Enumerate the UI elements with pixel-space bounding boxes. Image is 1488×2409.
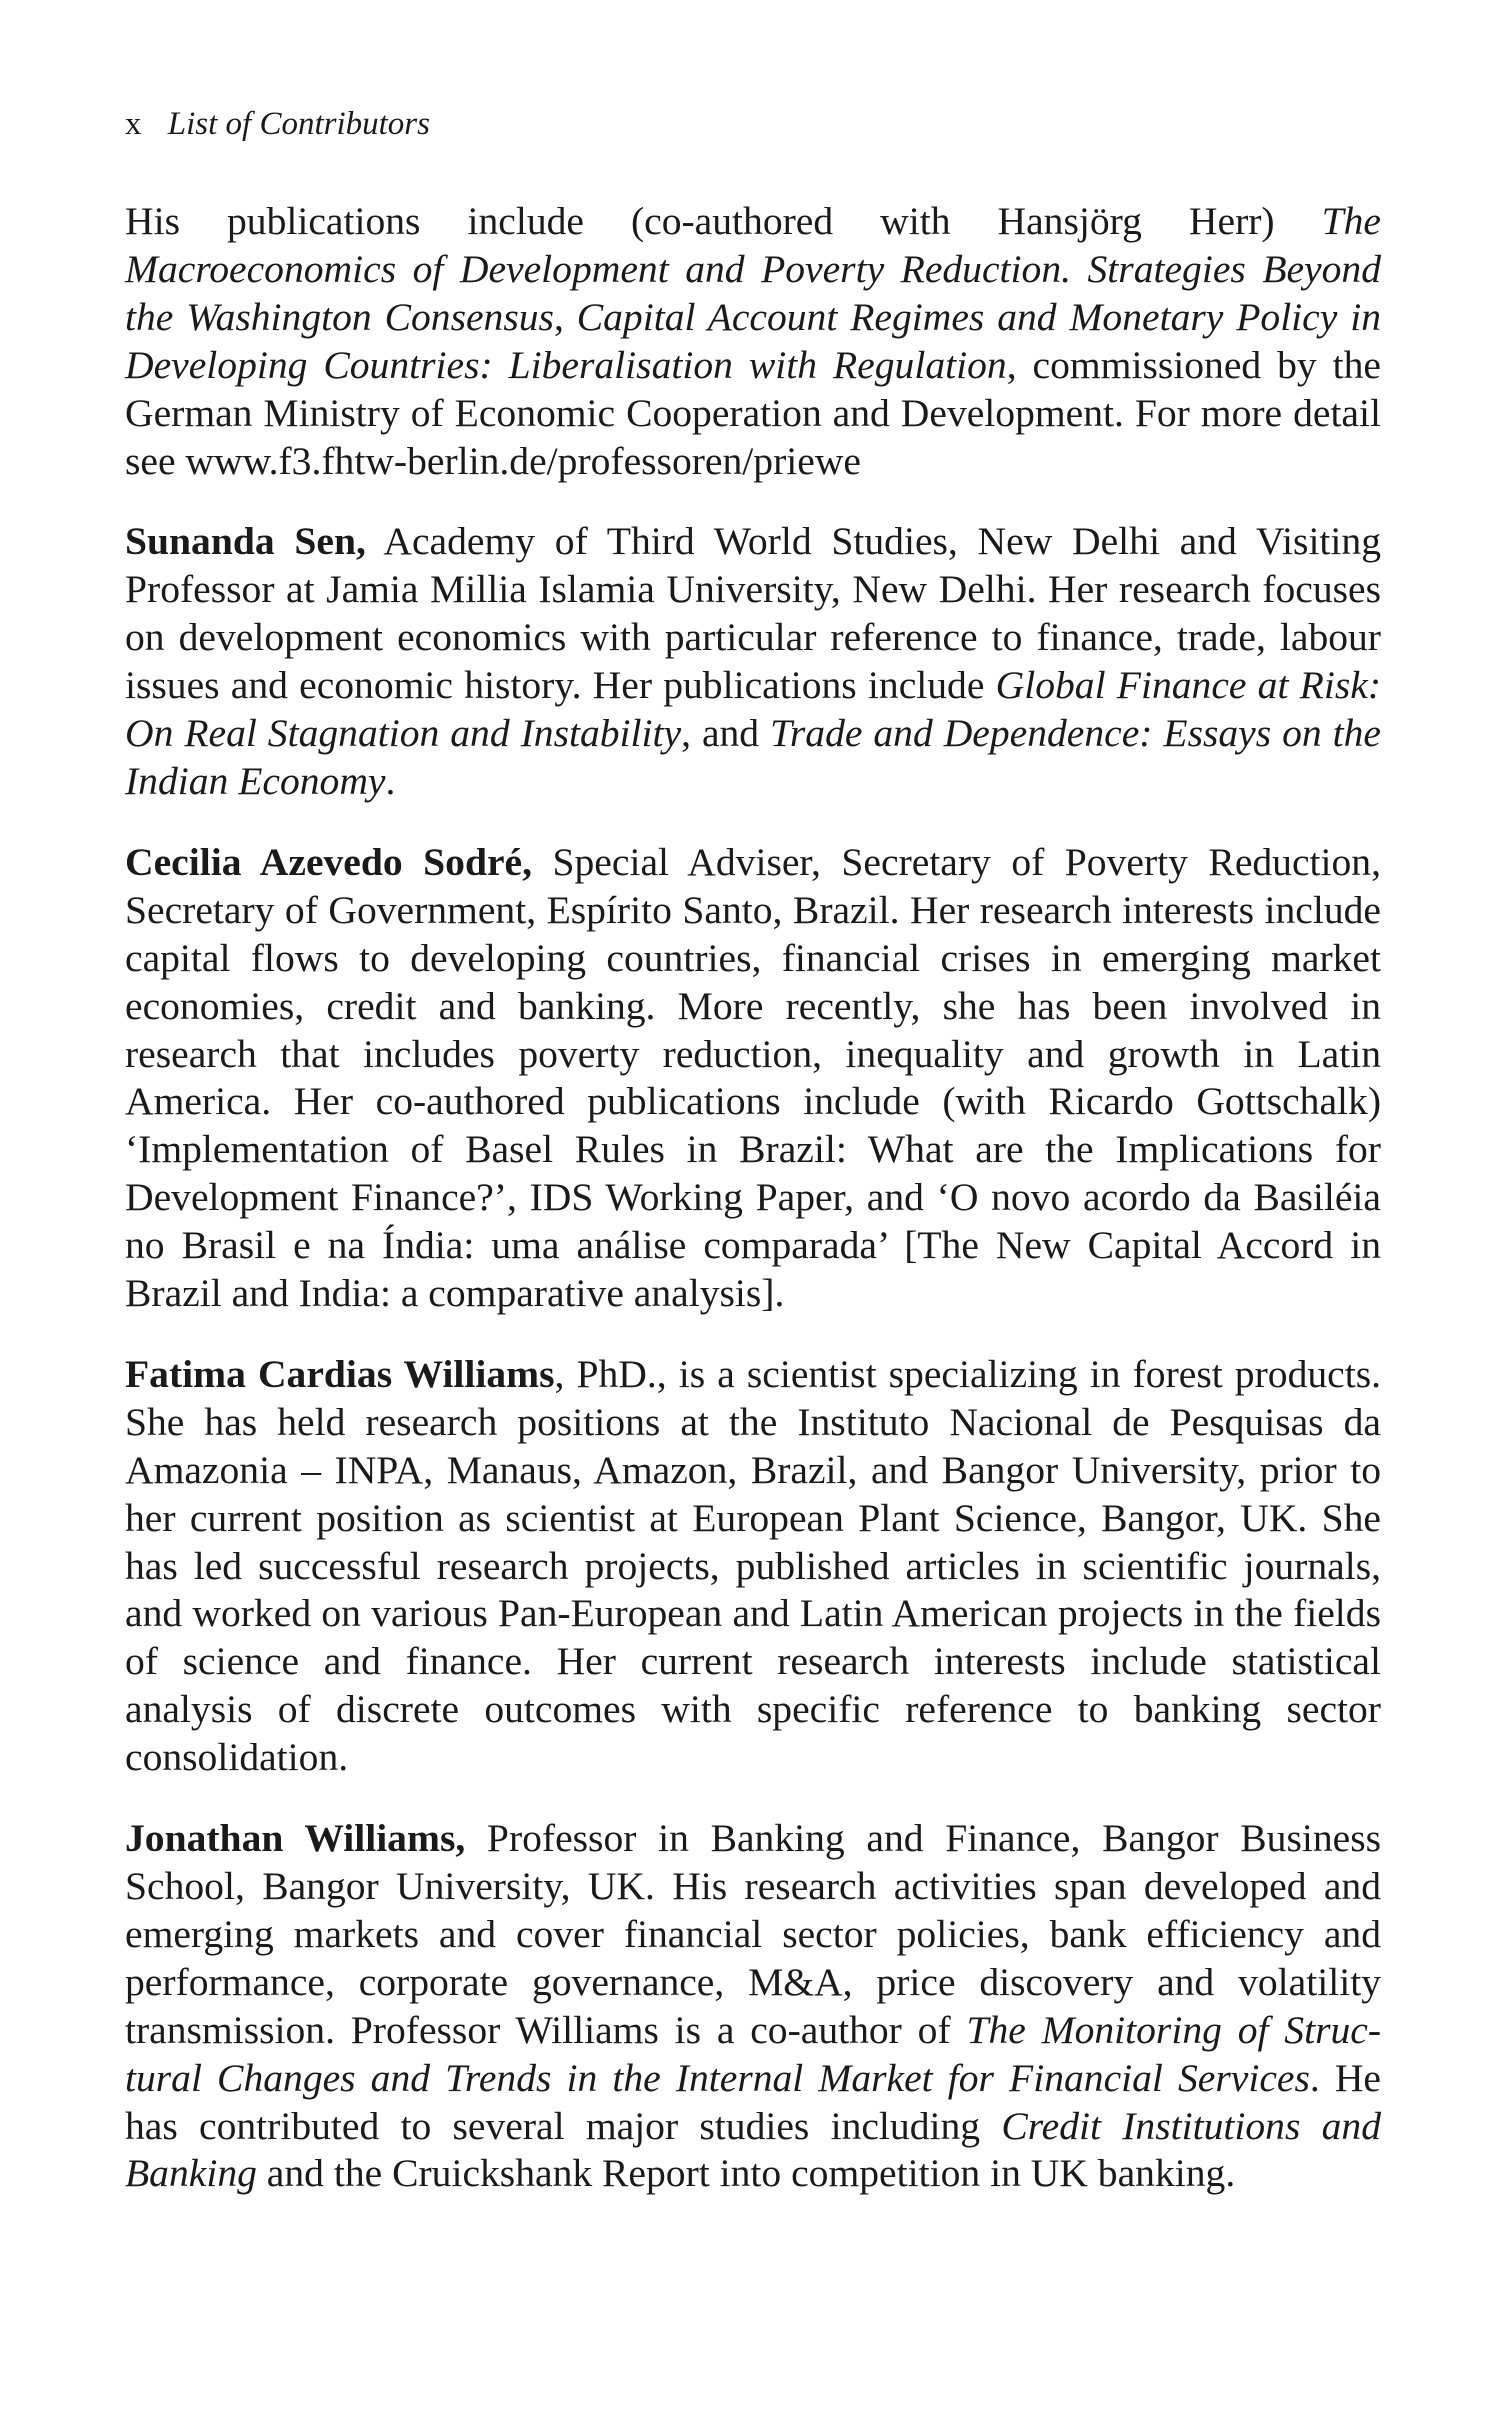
publication-title: Credit Institutions and Banking: [125, 2103, 1381, 2196]
publication-title: Capital Account Regimes and Monetary Policy in Developing Countries: Liberalisation with Regulation: [125, 294, 1381, 387]
entry-text: .: [385, 758, 396, 803]
publication-title: Trade and Dependence: Essays on the Indian Economy: [125, 711, 1381, 803]
entry-text: , PhD., is a scientist specializing in forest products. She has held research positions at the Instituto Nacional de Pesquisas da Amazonia – INPA, Manaus, Amazon, Brazil, and Bangor University, prior to her current position as scientist at European Plant Science, Bangor, UK. She has led successful research projects, published articles in scientific journals, and worked on various Pan-European and Latin American projects in the fields of science and finance. Her current research interests include statistical analysis of discrete outcomes with specific reference to banking sector consolidation.: [125, 1351, 1382, 1780]
contributor-name: Jonathan Williams,: [125, 1816, 466, 1861]
contributor-entry: [125, 198, 1381, 485]
publication-title: The Macroeconomics of Development and Poverty Reduction. Strategies Beyond the Washington Consensus: [125, 199, 1381, 339]
entry-text: ,: [553, 294, 577, 339]
entry-text: , commissioned by the German Ministry of Economic Cooperation and Development. For more detail see www.f3.fhtw-berlin.de/professoren/priewe: [125, 342, 1381, 483]
page-number: x: [125, 106, 142, 142]
publication-title: Global Finance at Risk: On Real Stagnation and Instability: [125, 663, 1381, 756]
page: [125, 108, 1381, 2231]
contributor-entry: [125, 1815, 1381, 2198]
contributor-entry: [125, 839, 1381, 1318]
contributor-name: Sunanda Sen,: [125, 519, 366, 564]
running-head: [125, 108, 1381, 141]
entry-text: and the Cruickshank Report into competition in UK banking.: [256, 2151, 1236, 2196]
contributor-name: Fatima Cardias Williams: [125, 1351, 555, 1396]
contributor-entry: [125, 1351, 1381, 1782]
publication-title: The Monitoring of Structural Changes and Trends in the Internal Market for Financial Services: [125, 2007, 1382, 2100]
entry-text: His publications include (co-authored with Hansjörg Herr): [125, 199, 1322, 243]
contributor-list: [125, 198, 1381, 2198]
entry-text: Academy of Third World Studies, New Delhi and Visiting Professor at Jamia Millia Islamia University, New Delhi. Her research focuses on development economics with particular reference to finance, trade, labour issues and economic history. Her publications include: [125, 519, 1382, 708]
entry-text: , and: [681, 711, 771, 756]
entry-text: Professor in Banking and Finance, Bangor Business School, Bangor University, UK. His research activities span developed and emerging markets and cover financial sector policies, bank efficiency and performance, corporate governance, M&A, price discovery and volatility transmission. Professor Williams is a co-author of: [125, 1816, 1382, 2052]
entry-text: . He has contributed to several major studies including: [125, 2055, 1381, 2148]
contributor-name: Cecilia Azevedo Sodré,: [125, 839, 533, 884]
contributor-entry: [125, 518, 1381, 805]
running-head-title: List of Contributors: [167, 106, 430, 142]
entry-text: Special Adviser, Secretary of Poverty Reduction, Secretary of Government, Espírito Santo, Brazil. Her research interests include capital flows to developing countries, financial crises in emerging market economies, credit and banking. More recently, she has been involved in research that includes poverty reduction, inequality and growth in Latin America. Her co-authored publications include (with Ricardo Gottschalk) ‘Implementation of Basel Rules in Brazil: What are the Implications for Development Finance?’, IDS Working Paper, and ‘O novo acordo da Basiléia no Brasil e na Índia: uma análise comparada’ [The New Capital Accord in Brazil and India: a comparative analysis].: [125, 839, 1381, 1316]
